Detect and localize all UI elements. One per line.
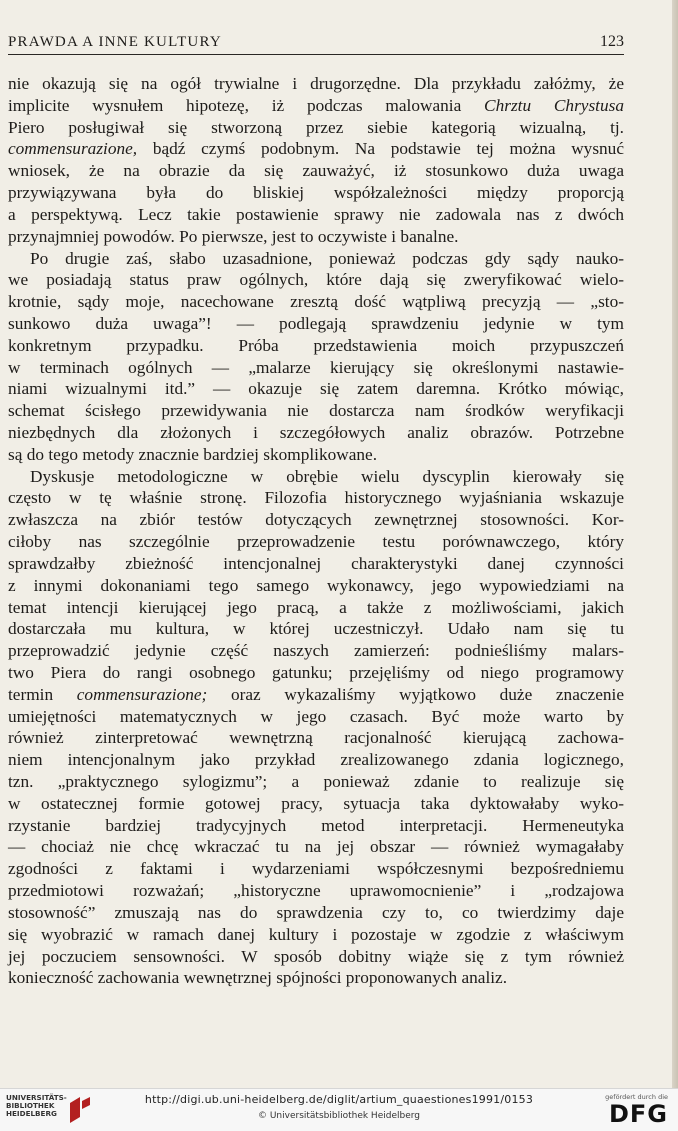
text-segment: przywiązywana była do bliskiej współzależności między proporcją (8, 183, 624, 203)
text-line (8, 226, 624, 248)
library-name-line: UNIVERSITÄTS- (6, 1093, 67, 1102)
text-segment: niezbędnych dla złożonych i szczegółowych analiz obrazów. Potrzebne (8, 423, 624, 442)
page-number: 123 (600, 33, 624, 50)
text-segment: przynajmniej powodów. Po pierwsze, jest to oczywiste i banalne. (8, 226, 459, 246)
text-segment: rzystanie bardziej tradycyjnych metod interpretacji. Hermeneutyka (8, 815, 624, 835)
text-line (8, 553, 624, 575)
source-url-link[interactable]: http://digi.ub.uni-heidelberg.de/diglit/artium_quaestiones1991/0153 (144, 1093, 534, 1106)
text-segment: jej poczuciem sensowności. W sposób dobitny wiąże się z tym również (8, 946, 624, 966)
text-line (8, 204, 624, 226)
text-line (8, 706, 624, 728)
text-line (8, 400, 624, 422)
italic-term: commensurazione, (8, 139, 138, 159)
text-line (8, 487, 624, 509)
footer-bar (0, 1088, 678, 1131)
text-segment: bądź czymś podobnym. Na podstawie tej można wysnuć (137, 139, 624, 159)
text-segment: termin (8, 684, 77, 704)
text-segment: dostarczała mu kultura, w której uczestniczył. Udało nam się tu (8, 619, 624, 639)
text-segment: sprawdzałby zbieżność intencjonalnej charakterystyki danej czynności (8, 553, 624, 573)
text-segment: oraz wykazaliśmy wyjątkowo duże znaczenie (207, 684, 624, 704)
text-line (8, 771, 624, 793)
text-line (8, 182, 624, 204)
text-segment: a perspektywą. Lecz takie postawienie sprawy nie zadowala nas z dwóch (8, 204, 624, 224)
library-name-line: BIBLIOTHEK (6, 1101, 55, 1110)
text-line (8, 160, 624, 182)
text-segment: ciłoby nas szczególnie przeprowadzenie testu porównawczego, który (8, 532, 624, 552)
dfg-logo[interactable] (605, 1093, 668, 1127)
text-line (8, 466, 624, 488)
text-line (8, 509, 624, 531)
text-line (8, 815, 624, 837)
text-segment: — chociaż nie chcę wkraczać tu na jej obszar — również wymagałaby (8, 837, 624, 857)
text-line (8, 357, 624, 379)
text-line (8, 575, 624, 597)
text-line (8, 880, 624, 902)
text-segment: temat intencji kierującej jego pracą, a także z możliwościami, jakich (8, 597, 624, 617)
text-line (8, 291, 624, 313)
text-line (8, 138, 624, 160)
page-edge (672, 0, 678, 1088)
text-segment: przeprowadzić jedynie część naszych zamierzeń: podnieśliśmy malars- (8, 641, 624, 661)
text-segment: we posiadają status praw ogólnych, które dają się zweryfikować wielo- (8, 270, 624, 290)
dfg-logo-text: DFG (608, 1100, 668, 1128)
text-line (8, 749, 624, 771)
text-line (8, 95, 624, 117)
text-line (8, 858, 624, 880)
text-line (8, 793, 624, 815)
text-segment: two Piera do rangi osobnego gatunku; przejęliśmy od niego programowy (8, 662, 624, 682)
copyright-notice: © Universitätsbibliothek Heidelberg (257, 1111, 420, 1121)
text-line (8, 378, 624, 400)
text-segment: Po drugie zaś, słabo uzasadnione, ponieważ podczas gdy sądy nauko- (30, 248, 624, 268)
library-name-line: HEIDELBERG (6, 1109, 57, 1118)
text-segment: stosowność” zmuszają nas do sprawdzenia czy to, co twierdzimy daje (8, 902, 624, 922)
text-line (8, 444, 624, 466)
running-title: PRAWDA A INNE KULTURY (8, 34, 222, 50)
text-line (8, 967, 624, 989)
text-segment: niem intencjonalnym jako przykład zrealizowanego zdania logicznego, (8, 750, 624, 770)
text-line (8, 640, 624, 662)
text-segment: są do tego metody znacznie bardziej skomplikowane. (8, 444, 378, 464)
text-line (8, 117, 624, 139)
text-segment: w terminach ogólnych — „malarze kierujący się określonymi nastawie- (8, 357, 624, 377)
text-line (8, 924, 624, 946)
text-segment: Dyskusje metodologiczne w obrębie wielu dyscyplin kierowały się (30, 466, 624, 486)
text-line (8, 269, 624, 291)
text-segment: zwłaszcza na zbiór testów dotyczących zewnętrznej stosowności. Kor- (8, 510, 624, 530)
text-segment: się wyobrazić w ramach danej kultury i pozostaje w zgodzie z właściwym (8, 924, 624, 944)
text-segment: przedmiotowi rozważań; „historyczne uprawomocnienie” i „rodzajowa (8, 881, 624, 901)
text-segment: Piero posługiwał się stworzoną przez siebie kategorią wizualną, tj. (8, 117, 624, 137)
text-segment: z innymi dokonaniami tego samego wykonawcy, jego wypowiedziami na (8, 575, 624, 595)
text-segment: krotnie, sądy moje, nacechowane zresztą dość wątpliwą precyzją — „sto- (8, 292, 624, 312)
text-line (8, 597, 624, 619)
italic-term: Chrztu Chrystusa (484, 95, 624, 115)
text-segment: konkretnym przypadku. Próba przedstawienia moich przypuszczeń (8, 335, 624, 355)
text-segment: również zinterpretować wewnętrzną racjonalność kierującą zachowa- (8, 728, 624, 748)
running-header (8, 32, 624, 55)
text-line (8, 313, 624, 335)
text-segment: często w tę właśnie stronę. Filozofia historycznego wyjaśniania wskazuje (8, 488, 624, 508)
text-segment: implicite wysnułem hipotezę, iż podczas malowania (8, 95, 485, 115)
text-segment: wniosek, że na obrazie da się zauważyć, iż stosunkowo duża uwaga (8, 161, 624, 181)
text-segment: zgodności z faktami i wydarzeniami współczesnymi bezpośredniemu (8, 859, 624, 879)
text-line (8, 73, 624, 95)
italic-term: commensurazione; (76, 684, 208, 704)
text-segment: nie okazują się na ogół trywialne i drugorzędne. Dla przykładu załóżmy, że (8, 74, 624, 93)
text-line (8, 902, 624, 924)
text-segment: w ostatecznej formie gotowej pracy, sytuacja taka dyktowałaby wyko- (8, 793, 624, 813)
text-line (8, 335, 624, 357)
text-line (8, 727, 624, 749)
text-line (8, 684, 624, 706)
text-segment: schemat ścisłego przewidywania nie dostarcza nam środków weryfikacji (8, 401, 624, 421)
text-segment: sunkowo duża uwaga”! — podlegają sprawdzeniu jedynie w tym (8, 313, 624, 333)
text-segment: konieczność zachowania wewnętrznej spójności proponowanych analiz. (8, 968, 508, 988)
text-line (8, 531, 624, 553)
text-line (8, 946, 624, 968)
body-text (8, 73, 624, 989)
funding-note: gefördert durch die (605, 1093, 668, 1101)
text-line (8, 662, 624, 684)
text-segment: umiejętności matematycznych w jego czasach. Być może warto by (8, 706, 624, 726)
text-line (8, 618, 624, 640)
text-line (8, 422, 624, 444)
text-line (8, 836, 624, 858)
text-line (8, 248, 624, 270)
text-segment: tzn. „praktycznego sylogizmu”; a ponieważ zdanie to realizuje się (8, 772, 624, 791)
text-segment: niami wizualnymi itd.” — okazuje się zatem daremna. Krótko mówiąc, (8, 379, 624, 399)
